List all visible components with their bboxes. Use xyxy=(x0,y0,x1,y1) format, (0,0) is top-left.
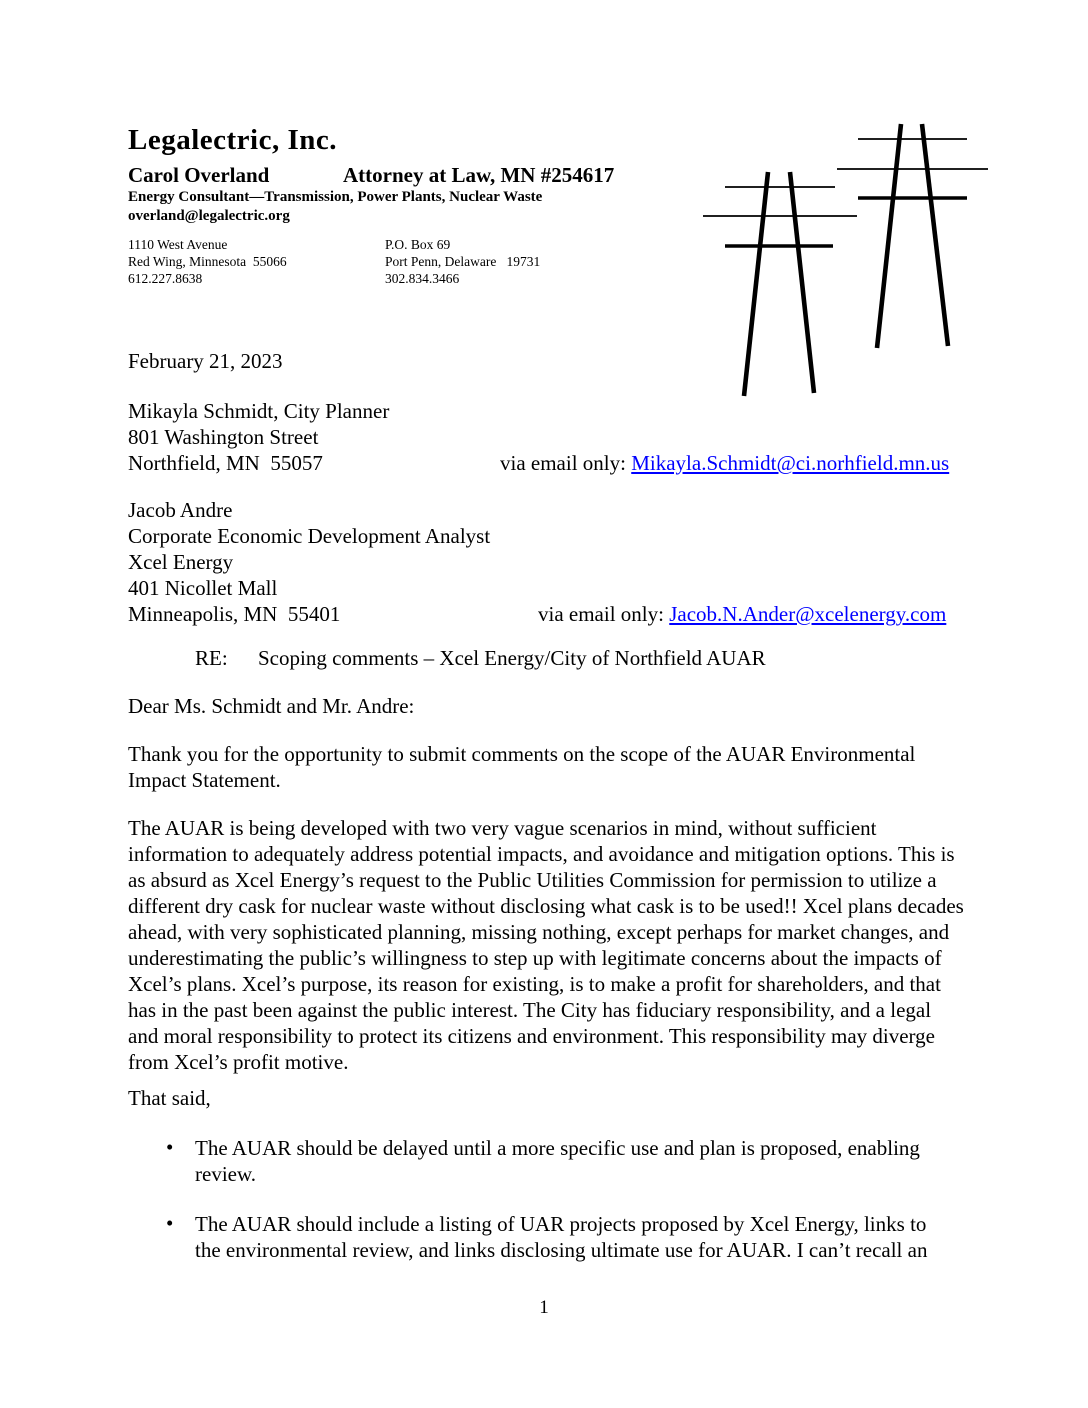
recipient2-email-link[interactable]: Jacob.N.Ander@xcelenergy.com xyxy=(669,602,947,626)
recipient-city-row xyxy=(128,450,968,476)
via-email-label: via email only: xyxy=(500,451,632,475)
recipient-title: Corporate Economic Development Analyst xyxy=(128,524,491,548)
attorney-row xyxy=(128,163,648,187)
address-line: 1110 West Avenue xyxy=(128,237,228,252)
recipient-name: Jacob Andre xyxy=(128,498,233,522)
recipient-name: Mikayla Schmidt, City Planner xyxy=(128,399,390,423)
via-email-note xyxy=(538,601,946,627)
via-email-note xyxy=(500,450,949,476)
recipient-block-andre xyxy=(128,497,968,627)
bullet-uar-listing xyxy=(128,1211,958,1263)
recipient-company: Xcel Energy xyxy=(128,550,234,574)
address-line: Port Penn, Delaware 19731 xyxy=(385,254,541,269)
transmission-towers-logo xyxy=(680,110,1000,400)
re-label: RE: xyxy=(195,646,228,670)
bullet-text: The AUAR should be delayed until a more specific use and plan is proposed, enabling review. xyxy=(195,1136,920,1186)
address-line: Red Wing, Minnesota 55066 xyxy=(128,254,287,269)
address-minnesota xyxy=(128,236,287,287)
recipient-city-row xyxy=(128,601,968,627)
phone-number: 612.227.8638 xyxy=(128,271,203,286)
letterhead-email: overland@legalectric.org xyxy=(128,208,290,224)
recipient-city: Minneapolis, MN 55401 xyxy=(128,602,341,626)
via-email-label: via email only: xyxy=(538,602,670,626)
address-delaware xyxy=(385,236,540,287)
bullet-delay-auar xyxy=(128,1135,958,1187)
recipient-street: 801 Washington Street xyxy=(128,425,319,449)
recipient-city: Northfield, MN 55057 xyxy=(128,451,323,475)
company-name: Legalectric, Inc. xyxy=(128,124,338,156)
bullet-icon: • xyxy=(166,1211,174,1235)
bullet-icon: • xyxy=(166,1135,174,1159)
paragraph-thanks: Thank you for the opportunity to submit comments on the scope of the AUAR Environmental Impact Statement. xyxy=(128,742,916,792)
specialty-line: Energy Consultant—Transmission, Power Plants, Nuclear Waste xyxy=(128,189,543,205)
letter-date: February 21, 2023 xyxy=(128,349,283,373)
address-line: P.O. Box 69 xyxy=(385,237,451,252)
attorney-title: Attorney at Law, MN #254617 xyxy=(343,163,615,187)
page-number: 1 xyxy=(539,1297,549,1318)
phone-number: 302.834.3466 xyxy=(385,271,460,286)
recipient1-email-link[interactable]: Mikayla.Schmidt@ci.norhfield.mn.us xyxy=(631,451,950,475)
recipient-street: 401 Nicollet Mall xyxy=(128,576,278,600)
salutation: Dear Ms. Schmidt and Mr. Andre: xyxy=(128,694,415,718)
re-subject: Scoping comments – Xcel Energy/City of Northfield AUAR xyxy=(258,646,766,670)
paragraph-that-said: That said, xyxy=(128,1086,211,1110)
recipient-block-schmidt xyxy=(128,398,968,476)
paragraph-auar-concerns: The AUAR is being developed with two very vague scenarios in mind, without sufficient information to adequately address potential impacts, and avoidance and mitigation options. This is as absurd as Xcel Energy’s request to the Public Utilities Commission for permission to utilize a different dry cask for nuclear waste without disclosing what cask is to be used!! Xcel plans decades ahead, with very sophisticated planning, missing nothing, except perhaps for market changes, and underestimating the public’s willingness to step up with legitimate concerns about the impacts of Xcel’s plans. Xcel’s purpose, its reason for existing, is to make a profit for shareholders, and that has in the past been against the public interest. The City has fiduciary responsibility, and a legal and moral responsibility to protect its citizens and environment. This responsibility may diverge from Xcel’s profit motive. xyxy=(128,816,964,1074)
attorney-name: Carol Overland xyxy=(128,163,270,187)
re-line xyxy=(128,645,968,671)
bullet-text: The AUAR should include a listing of UAR projects proposed by Xcel Energy, links to the environmental review, and links disclosing ultimate use for AUAR. I can’t recall an xyxy=(195,1212,928,1262)
